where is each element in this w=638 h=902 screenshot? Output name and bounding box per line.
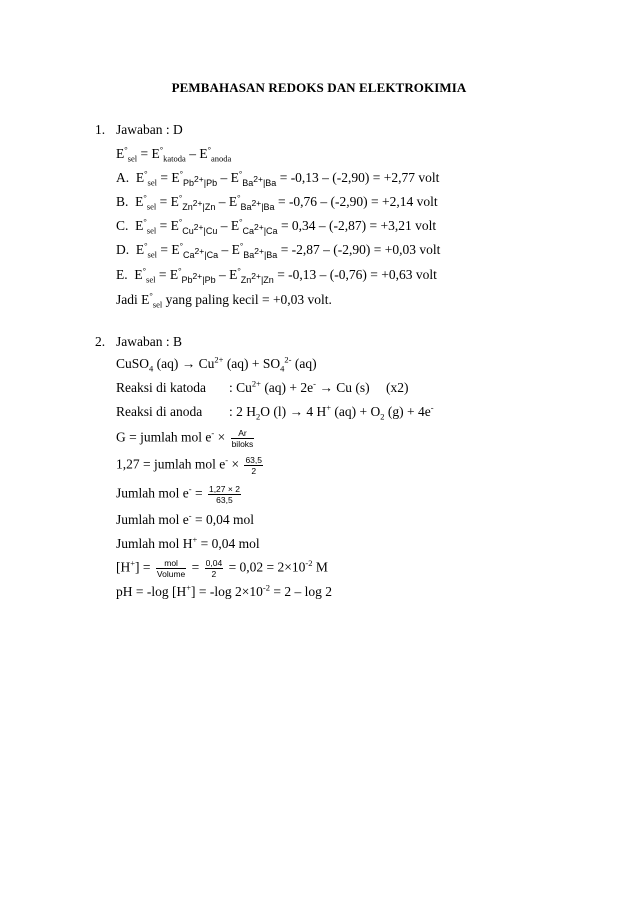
- q2-ph-result: pH = -log [H+] = -log $2\times 10^{-2} = 2 - \log 2$: [116, 582, 332, 599]
- q1-option-b: B. $E^\circ_{sel} = E^\circ_{Zn^{2+}|Zn} - E^\circ_{Ba^{2+}|Ba} = -0,76 - (-2,90) = +2,14$ volt: [116, 192, 438, 212]
- page-title: PEMBAHASAN REDOKS DAN ELEKTROKIMIA: [171, 80, 467, 95]
- q1-option-e: E. $E^\circ_{sel} = E^\circ_{Pb^{2+}|Pb} - E^\circ_{Zn^{2+}|Zn} = -0,13 - (-0,76) = +0,63$ volt: [116, 265, 437, 285]
- q1-option-a: A. $E^\circ_{sel} = E^\circ_{Pb^{2+}|Pb} - E^\circ_{Ba^{2+}|Ba} = -0,13 - (-2,90) = +2,77$ volt: [116, 168, 440, 188]
- q2-answer: Jawaban : B: [116, 334, 182, 349]
- q2-concentration: [H+] = $\frac{\text{mol}}{\text{Volume}}$ = $\frac{0,04}{2}$ = $0,02 = 2\times 10^{-2}$ M: [116, 558, 328, 579]
- q2-number: 2.: [95, 334, 106, 349]
- q2-mol-electron-calc: Jumlah mol e- = $\frac{1,27 \times 2}{63,5}$: [116, 484, 240, 505]
- q2-dissociation: CuSO$_4$ $(aq) \to Cu^{2+}$ $(aq) + SO_4^{2-}$ (aq): [116, 354, 317, 374]
- q1-answer: Jawaban : D: [116, 122, 183, 137]
- q1-option-d: D. $E^\circ_{sel} = E^\circ_{Ca^{2+}|Ca} - E^\circ_{Ba^{2+}|Ba} = -2,87 - (-2,90) = +0,03$ volt: [116, 240, 441, 260]
- q2-anode-reaction: Reaksi di anoda : 2 $H_2O$ (l) → 4 H+ $(aq) + O_2$ (g) + 4e-: [116, 402, 434, 422]
- q1-formula: $E^\circ_{sel} = E^\circ_{katoda} - E^\circ_{anoda}$: [116, 144, 232, 164]
- q2-faraday-formula: G = jumlah mol e- × $\frac{Ar}{\text{biloks}}$: [116, 428, 254, 449]
- q1-option-c: C. $E^\circ_{sel} = E^\circ_{Cu^{2+}|Cu} - E^\circ_{Ca^{2+}|Ca} = 0,34 - (-2,87) = +3,21$ volt: [116, 216, 437, 236]
- q2-mass-equation: 1,27 = jumlah mol e- × $\frac{63,5}{2}$: [116, 455, 262, 476]
- q2-mol-hydrogen: Jumlah mol H+ = 0,04 mol: [116, 534, 260, 551]
- q1-number: 1.: [95, 122, 106, 137]
- q1-conclusion: Jadi $E^\circ_{sel}$ yang paling kecil = +0,03 volt.: [116, 290, 332, 310]
- q2-cathode-reaction: Reaksi di katoda : $Cu^{2+}$ (aq) + 2e- → Cu (s) (x2): [116, 378, 409, 395]
- q2-mol-electron-result: Jumlah mol e- = 0,04 mol: [116, 510, 254, 527]
